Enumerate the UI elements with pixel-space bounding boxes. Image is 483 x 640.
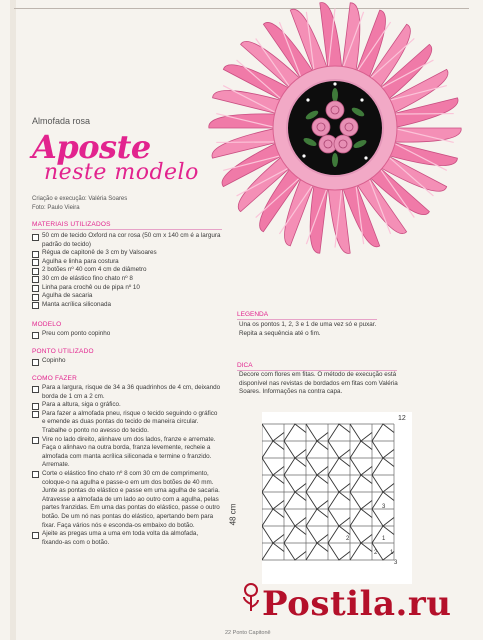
- chart-point-label: 3: [394, 560, 398, 566]
- tip-heading: DICA: [237, 362, 397, 371]
- materials-list: [32, 232, 224, 309]
- cushion-photo: [200, 0, 470, 290]
- howto-step: Vire no lado direito, alinhave um dos lados, franze e arremate. Faça o alinhavo na outra borda, franza levemente, recheie a almofada com manta acrílica siliconada e termine o franzido. Arremate.: [32, 436, 222, 470]
- credits: [32, 195, 127, 213]
- howto-step: Ajeite as pregas uma a uma em toda volta da almofada, fixando-as com o botão.: [32, 530, 222, 547]
- credits-photo: Foto: Paulo Vieira: [32, 205, 80, 211]
- chart-point-label: 2: [346, 536, 350, 542]
- howto-heading: COMO FAZER: [32, 375, 77, 382]
- cushion-pleat-highlight: [216, 142, 278, 143]
- materials-item: Régua de capitonê de 3 cm by Valsoares: [32, 249, 224, 258]
- legend-heading: LEGENDA: [237, 311, 377, 320]
- chart-point-label: 3: [382, 504, 386, 510]
- materials-heading: MATERIAIS UTILIZADOS: [32, 221, 222, 230]
- model-heading: MODELO: [32, 321, 62, 328]
- chart-point-label: 2: [374, 550, 378, 556]
- stitch-list: [32, 357, 224, 366]
- article-title: Aposte: [32, 128, 151, 166]
- materials-item: 2 botões nº 40 com 4 cm de diâmetro: [32, 266, 224, 275]
- chart-corner-label: 12: [398, 415, 406, 422]
- howto-step: Corte o elástico fino chato nº 8 com 30 cm de comprimento, coloque-o na agulha e passe-o em um dos botões de 40 mm. Junte as pontas do elástico e passe em uma agulha de sacaria. Atravesse a almofada de um lado ao outro com a agulha, pelas partes franzidas. Em uma das pontas do elástico, passe o outro botão. De um nó nas pontas do elástico, apertando bem para fixar. Faça vários nós e esconda-os embaixo do botão.: [32, 470, 222, 530]
- cushion-pleat-highlight: [391, 114, 453, 115]
- stitch-heading: PONTO UTILIZADO: [32, 348, 94, 355]
- stitch-item: Copinho: [32, 357, 224, 366]
- chart-paper: [262, 412, 412, 584]
- howto-step: Para a altura, siga o gráfico.: [32, 401, 222, 410]
- materials-item: Agulha e linha para costura: [32, 258, 224, 267]
- credits-creation: Criação e execução: Valéria Soares: [32, 196, 128, 202]
- materials-item: 50 cm de tecido Oxford na cor rosa (50 cm x 140 cm é a largura padrão do tecido): [32, 232, 224, 249]
- legend-text: Una os pontos 1, 2, 3 e 1 de uma vez só e puxar. Repita a sequência até o fim.: [239, 321, 377, 337]
- page-gutter: [10, 0, 16, 640]
- tip-text: Decore com flores em fitas. O método de execução está disponível nas revistas de bordados em fitas com Valéria Soares. Informações na contra capa.: [239, 371, 398, 396]
- howto-step: Para a largura, risque de 34 a 36 quadrinhos de 4 cm, deixando borda de 1 cm a 2 cm.: [32, 384, 222, 401]
- howto-step: Para fazer a almofada pneu, risque o tecido seguindo o gráfico e emende as duas pontas do tecido de maneira circular. Trabalhe o ponto no avesso do tecido.: [32, 410, 222, 436]
- chart-point-label: 1: [390, 550, 394, 556]
- smocking-chart: [262, 412, 412, 584]
- materials-item: 30 cm de elástico fino chato nº 8: [32, 275, 224, 284]
- chart-point-label: 1: [382, 536, 386, 542]
- materials-item: Manta acrílica siliconada: [32, 301, 224, 310]
- model-item: Preu com ponto copinho: [32, 330, 224, 339]
- model-list: [32, 330, 224, 339]
- watermark-flower-icon: [240, 582, 262, 612]
- article-subtitle: neste modelo: [44, 160, 199, 185]
- howto-list: [32, 384, 222, 547]
- watermark-text: Postila.ru: [262, 584, 452, 624]
- page-footer: 22 Ponto Capitonê: [225, 630, 271, 636]
- height-dimension-label: 48 cm: [228, 503, 238, 526]
- materials-item: Agulha de sacaria: [32, 292, 224, 301]
- materials-item: Linha para crochê ou de pipa nº 10: [32, 284, 224, 293]
- article-kicker: Almofada rosa: [32, 116, 91, 126]
